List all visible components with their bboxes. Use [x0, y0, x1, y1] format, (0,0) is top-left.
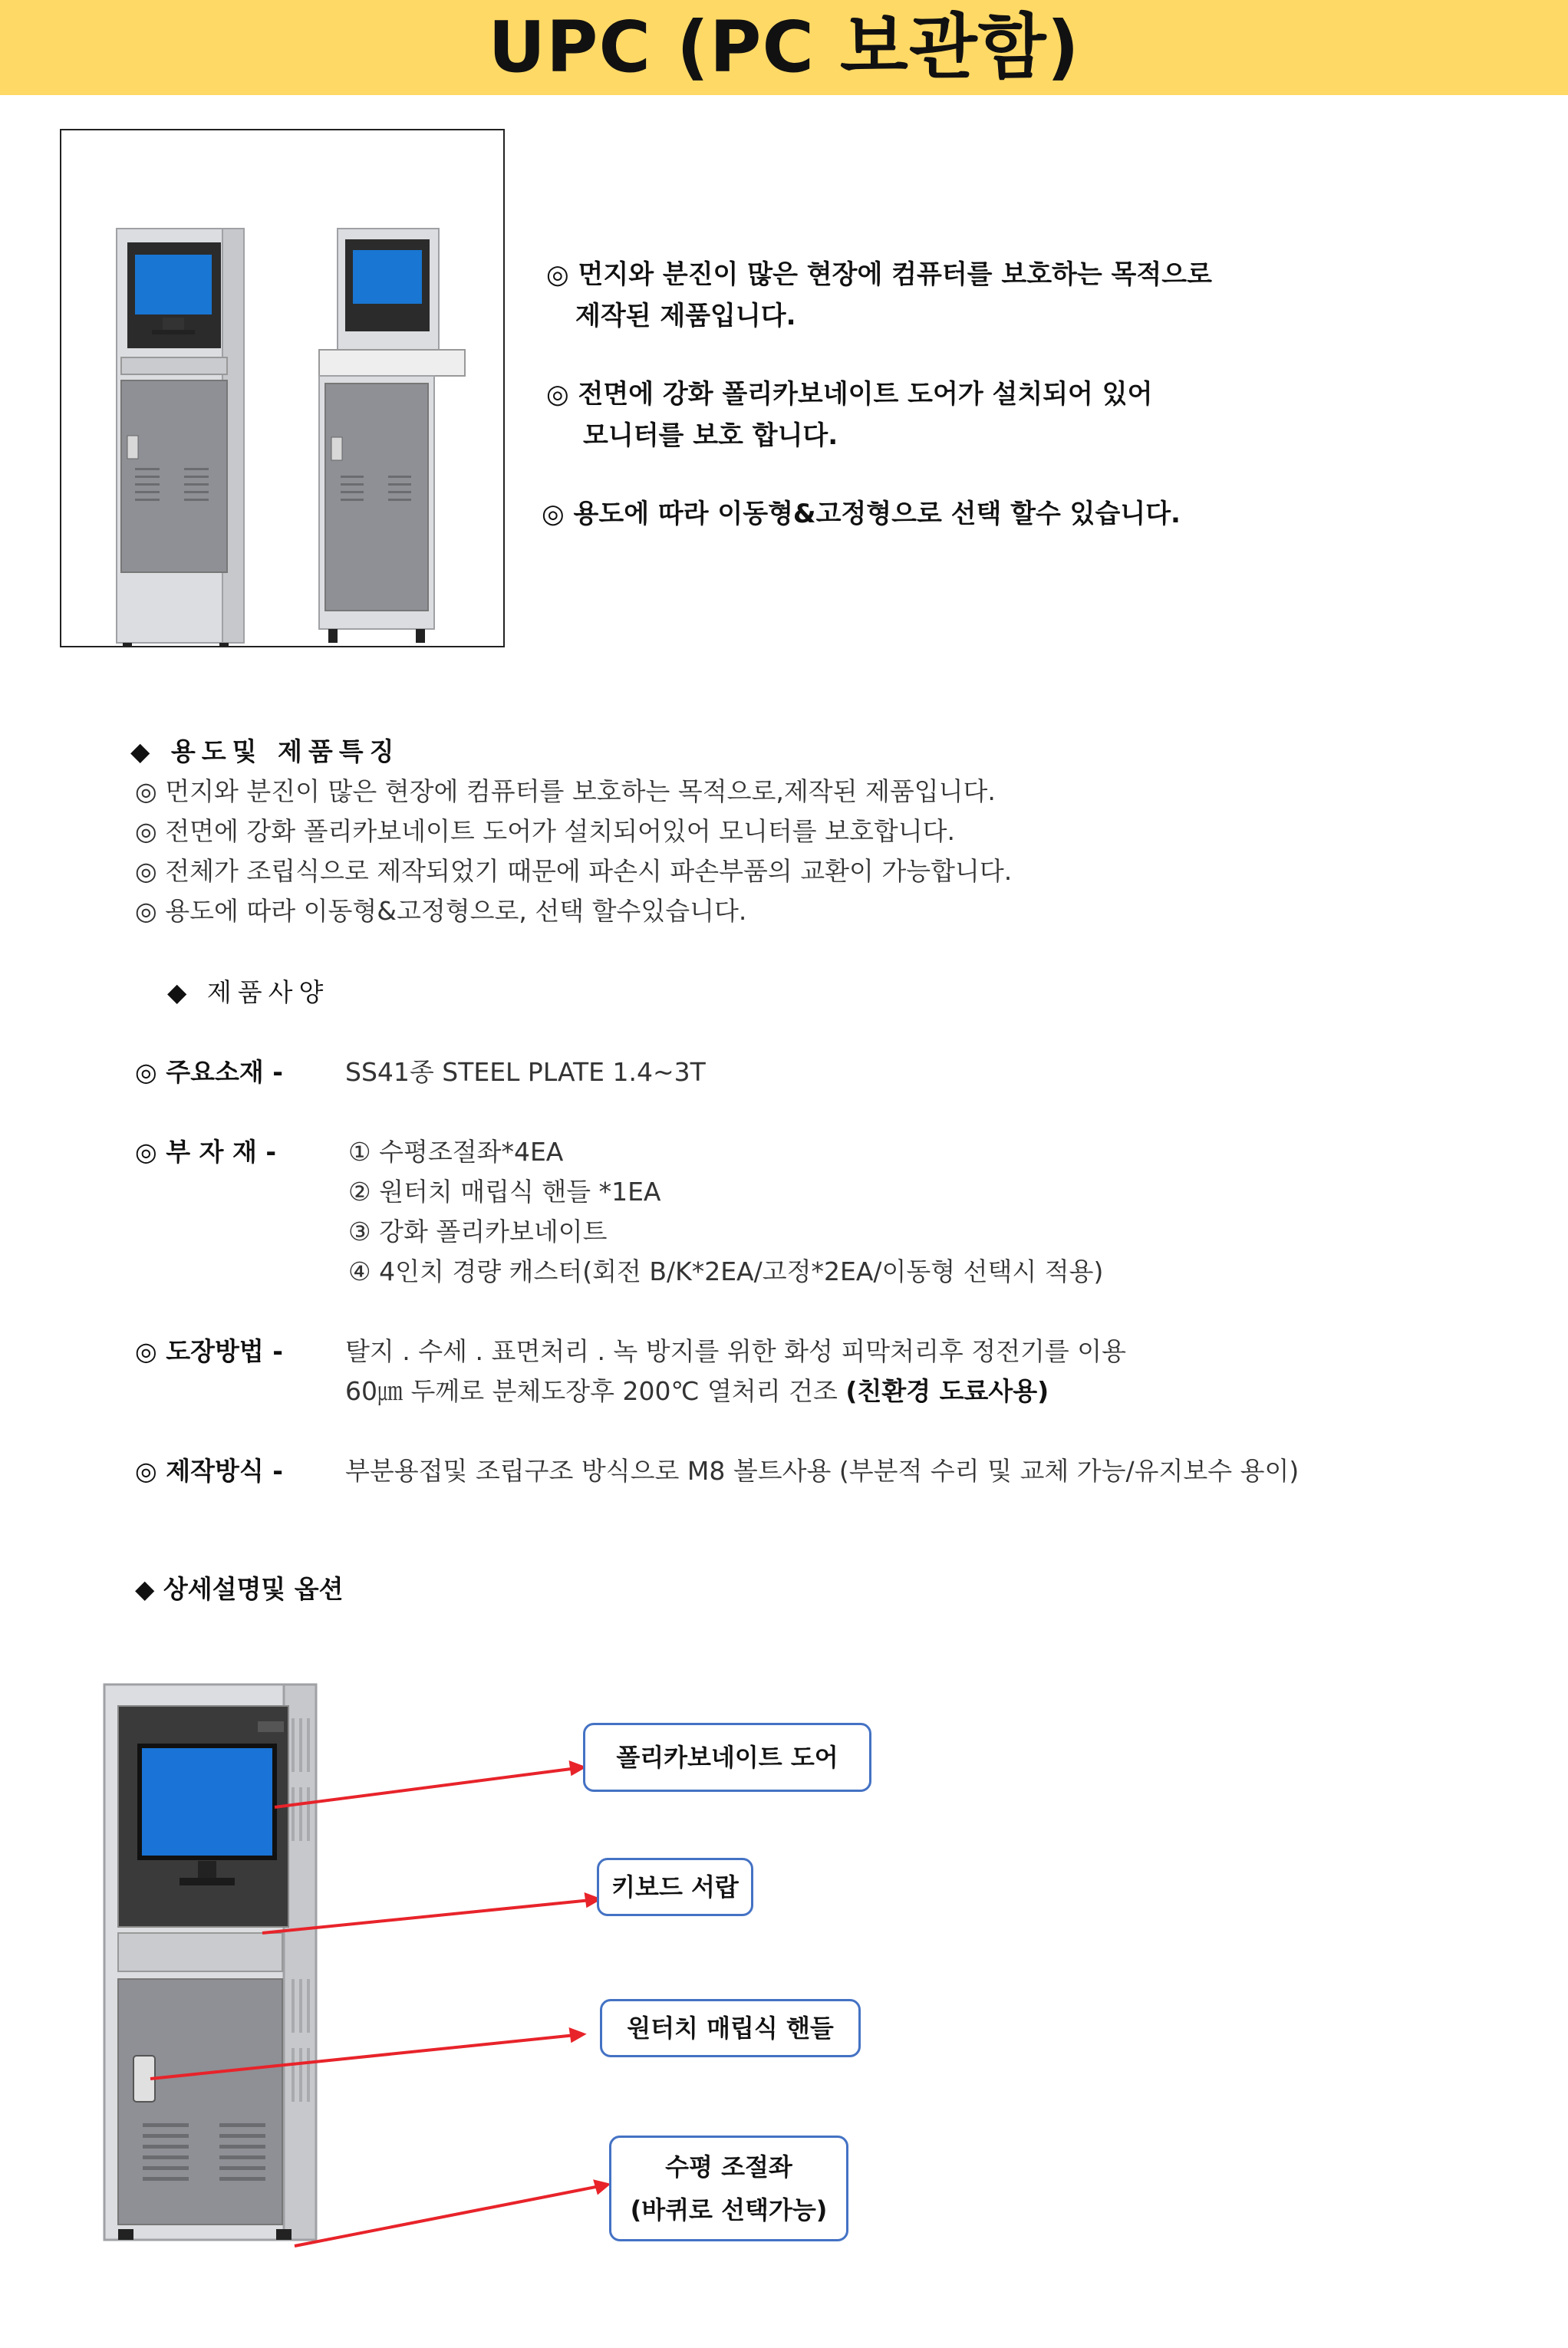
callout-door: 폴리카보네이트 도어: [583, 1723, 871, 1792]
callout-keyboard: 키보드 서랍: [597, 1858, 753, 1916]
material-value: SS41종 STEEL PLATE 1.4~3T: [345, 1057, 706, 1087]
feature-item: ◎ 전면에 강화 폴리카보네이트 도어가 설치되어있어 모니터를 보호합니다.: [135, 816, 956, 846]
callout-handle: 원터치 매립식 핸들: [600, 1999, 861, 2057]
accessories-label: ◎ 부 자 재 -: [135, 1137, 277, 1167]
features-heading: ◆ 용도및 제품특징: [130, 736, 400, 766]
eco-paint-note: (친환경 도료사용): [845, 1376, 1049, 1406]
painting-line-2-text: 60㎛ 두께로 분체도장후 200℃ 열처리 건조: [345, 1376, 838, 1406]
painting-label: ◎ 도장방법 -: [135, 1336, 283, 1366]
specs-heading: ◆ 제품사양: [167, 977, 330, 1007]
painting-line-2: [345, 1372, 1049, 1408]
details-heading: ◆ 상세설명및 옵션: [135, 1574, 344, 1604]
intro-line-2a: ◎ 전면에 강화 폴리카보네이트 도어가 설치되어 있어: [546, 379, 1153, 410]
feature-item: ◎ 먼지와 분진이 많은 현장에 컴퓨터를 보호하는 목적으로,제작된 제품입니다.: [135, 776, 996, 806]
cabinet-pair-illustration: [61, 130, 503, 646]
tall-cabinet-icon: [117, 229, 244, 646]
intro-line-1a: ◎ 먼지와 분진이 많은 현장에 컴퓨터를 보호하는 목적으로: [546, 259, 1212, 290]
painting-line-1: 탈지 . 수세 . 표면처리 . 녹 방지를 위한 화성 피막처리후 정전기를 이용: [345, 1336, 1127, 1366]
callout-leveler: [609, 2136, 848, 2241]
short-cabinet-icon: [319, 229, 465, 643]
feature-item: ◎ 용도에 따라 이동형&고정형으로, 선택 할수있습니다.: [135, 896, 747, 926]
material-label: ◎ 주요소재 -: [135, 1057, 283, 1087]
method-label: ◎ 제작방식 -: [135, 1456, 283, 1486]
intro-line-1b: 제작된 제품입니다.: [575, 301, 796, 331]
product-photo-frame: [60, 129, 505, 647]
accessory-item: ② 원터치 매립식 핸들 *1EA: [348, 1177, 661, 1207]
callout-leveler-line-1: 수평 조절좌: [665, 2152, 792, 2182]
intro-line-2b: 모니터를 보호 합니다.: [583, 420, 838, 451]
detail-cabinet-icon: [104, 1684, 316, 2240]
method-value: 부분용접및 조립구조 방식으로 M8 볼트사용 (부분적 수리 및 교체 가능/유지보수 용이): [345, 1456, 1300, 1486]
page-title: UPC (PC 보관함): [488, 6, 1080, 88]
accessory-item: ① 수평조절좌*4EA: [348, 1137, 564, 1167]
intro-line-3: ◎ 용도에 따라 이동형&고정형으로 선택 할수 있습니다.: [542, 499, 1181, 529]
feature-item: ◎ 전체가 조립식으로 제작되었기 때문에 파손시 파손부품의 교환이 가능합니다.: [135, 856, 1013, 886]
accessory-item: ③ 강화 폴리카보네이트: [348, 1217, 608, 1246]
callout-leveler-line-2: (바퀴로 선택가능): [630, 2195, 828, 2225]
accessory-item: ④ 4인치 경량 캐스터(회전 B/K*2EA/고정*2EA/이동형 선택시 적용): [348, 1256, 1104, 1286]
